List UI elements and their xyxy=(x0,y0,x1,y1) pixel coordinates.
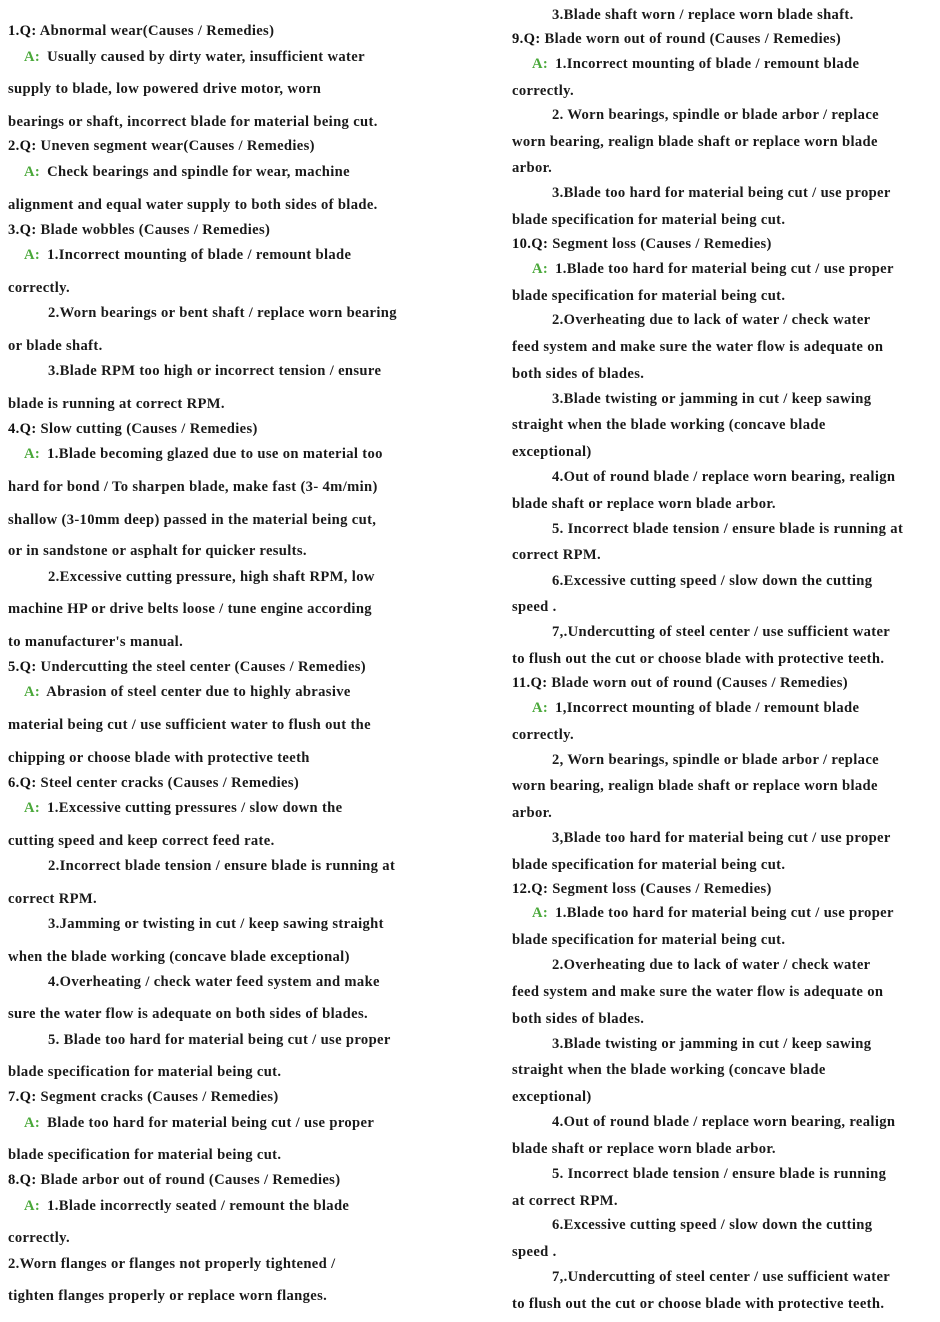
question-text: Segment loss (Causes / Remedies) xyxy=(548,236,772,252)
text-line: 2.Overheating due to lack of water / check water xyxy=(552,957,871,973)
text-line: feed system and make sure the water flow is adequate on xyxy=(512,984,884,1000)
answer-line xyxy=(532,260,894,278)
text-line: straight when the blade working (concave blade xyxy=(512,1062,826,1078)
text-line: blade specification for material being cut. xyxy=(512,288,786,304)
question-text: Blade worn out of round (Causes / Remedies) xyxy=(547,675,848,691)
question-heading xyxy=(512,30,841,48)
text-line: blade specification for material being cut. xyxy=(512,212,786,228)
text-line: 3.Blade too hard for material being cut / use proper xyxy=(552,185,891,201)
text-line: correctly. xyxy=(8,280,70,296)
answer-line xyxy=(532,904,894,922)
text-line: 2.Excessive cutting pressure, high shaft RPM, low xyxy=(48,569,375,585)
question-text: Undercutting the steel center (Causes / Remedies) xyxy=(36,659,367,675)
answer-text: 1.Blade becoming glazed due to use on material too xyxy=(43,446,383,462)
answer-text: Blade too hard for material being cut / use proper xyxy=(43,1115,375,1131)
question-number: 3.Q: xyxy=(8,222,37,238)
text-line: or in sandstone or asphalt for quicker results. xyxy=(8,543,307,559)
question-heading xyxy=(8,1088,279,1106)
question-heading xyxy=(8,22,274,40)
text-line: 3.Jamming or twisting in cut / keep sawing straight xyxy=(48,916,384,932)
question-heading xyxy=(8,137,315,155)
text-line: 4.Out of round blade / replace worn bearing, realign xyxy=(552,1114,896,1130)
text-line: 5. Incorrect blade tension / ensure blade is running xyxy=(552,1166,887,1182)
answer-label: A: xyxy=(532,56,549,72)
text-line: arbor. xyxy=(512,805,553,821)
text-line: both sides of blades. xyxy=(512,366,645,382)
answer-line xyxy=(24,1197,349,1215)
answer-label: A: xyxy=(24,1198,41,1214)
answer-text: Abrasion of steel center due to highly abrasive xyxy=(43,684,351,700)
question-number: 12.Q: xyxy=(512,881,549,897)
answer-label: A: xyxy=(24,49,41,65)
question-heading xyxy=(512,674,848,692)
question-number: 8.Q: xyxy=(8,1172,37,1188)
answer-label: A: xyxy=(532,261,549,277)
text-line: 4.Overheating / check water feed system and make xyxy=(48,974,380,990)
text-line: when the blade working (concave blade exceptional) xyxy=(8,949,350,965)
text-line: 5. Incorrect blade tension / ensure blade is running at xyxy=(552,521,904,537)
answer-label: A: xyxy=(24,446,41,462)
question-number: 11.Q: xyxy=(512,675,548,691)
text-line: 2.Worn flanges or flanges not properly tightened / xyxy=(8,1256,336,1272)
answer-line xyxy=(24,163,350,181)
text-line: machine HP or drive belts loose / tune engine according xyxy=(8,601,372,617)
answer-text: 1.Incorrect mounting of blade / remount blade xyxy=(43,247,352,263)
text-line: straight when the blade working (concave blade xyxy=(512,417,826,433)
answer-line xyxy=(532,699,859,717)
answer-line xyxy=(24,1114,374,1132)
question-number: 1.Q: xyxy=(8,23,37,39)
question-heading xyxy=(512,880,772,898)
text-line: blade is running at correct RPM. xyxy=(8,396,225,412)
text-line: 3.Blade shaft worn / replace worn blade shaft. xyxy=(552,7,854,23)
text-line: 2.Overheating due to lack of water / check water xyxy=(552,312,871,328)
text-line: 2.Worn bearings or bent shaft / replace worn bearing xyxy=(48,305,397,321)
text-line: correct RPM. xyxy=(8,891,98,907)
question-text: Segment loss (Causes / Remedies) xyxy=(548,881,772,897)
answer-text: 1.Excessive cutting pressures / slow down the xyxy=(43,800,343,816)
text-line: material being cut / use sufficient water to flush out the xyxy=(8,717,371,733)
text-line: to manufacturer's manual. xyxy=(8,634,184,650)
question-number: 7.Q: xyxy=(8,1089,37,1105)
answer-line xyxy=(24,246,351,264)
text-line: hard for bond / To sharpen blade, make fast (3- 4m/min) xyxy=(8,479,378,495)
text-line: chipping or choose blade with protective teeth xyxy=(8,750,310,766)
answer-line xyxy=(24,48,365,66)
text-line: sure the water flow is adequate on both sides of blades. xyxy=(8,1006,369,1022)
text-line: 7,.Undercutting of steel center / use sufficient water xyxy=(552,1269,891,1285)
answer-label: A: xyxy=(532,905,549,921)
text-line: arbor. xyxy=(512,160,553,176)
answer-label: A: xyxy=(24,684,41,700)
answer-text: 1,Incorrect mounting of blade / remount blade xyxy=(551,700,860,716)
answer-line xyxy=(24,683,351,701)
question-number: 4.Q: xyxy=(8,421,37,437)
text-line: 2. Worn bearings, spindle or blade arbor / replace xyxy=(552,107,879,123)
text-line: shallow (3-10mm deep) passed in the material being cut, xyxy=(8,512,377,528)
text-line: or blade shaft. xyxy=(8,338,103,354)
text-line: blade shaft or replace worn blade arbor. xyxy=(512,496,776,512)
text-line: to flush out the cut or choose blade with protective teeth. xyxy=(512,651,885,667)
question-heading xyxy=(8,1171,340,1189)
text-line: to flush out the cut or choose blade with protective teeth. xyxy=(512,1296,885,1312)
text-line: exceptional) xyxy=(512,1089,592,1105)
text-line: feed system and make sure the water flow is adequate on xyxy=(512,339,884,355)
text-line: blade specification for material being cut. xyxy=(8,1147,282,1163)
question-text: Slow cutting (Causes / Remedies) xyxy=(36,421,258,437)
answer-label: A: xyxy=(532,700,549,716)
question-text: Segment cracks (Causes / Remedies) xyxy=(36,1089,279,1105)
question-text: Steel center cracks (Causes / Remedies) xyxy=(36,775,300,791)
text-line: 2.Incorrect blade tension / ensure blade is running at xyxy=(48,858,396,874)
text-line: exceptional) xyxy=(512,444,592,460)
text-line: tighten flanges properly or replace worn flanges. xyxy=(8,1288,328,1304)
answer-label: A: xyxy=(24,164,41,180)
text-line: worn bearing, realign blade shaft or replace worn blade xyxy=(512,778,878,794)
text-line: blade specification for material being cut. xyxy=(512,857,786,873)
text-line: 6.Excessive cutting speed / slow down the cutting xyxy=(552,573,873,589)
question-number: 6.Q: xyxy=(8,775,37,791)
answer-line xyxy=(532,55,859,73)
text-line: at correct RPM. xyxy=(512,1193,618,1209)
text-line: bearings or shaft, incorrect blade for material being cut. xyxy=(8,114,378,130)
text-line: 2, Worn bearings, spindle or blade arbor / replace xyxy=(552,752,879,768)
text-line: speed . xyxy=(512,599,557,615)
question-heading xyxy=(512,235,772,253)
question-number: 9.Q: xyxy=(512,31,541,47)
text-line: 3.Blade twisting or jamming in cut / keep sawing xyxy=(552,391,872,407)
question-heading xyxy=(8,221,270,239)
text-line: speed . xyxy=(512,1244,557,1260)
question-text: Uneven segment wear(Causes / Remedies) xyxy=(36,138,315,154)
answer-text: 1.Blade too hard for material being cut / use proper xyxy=(551,905,894,921)
text-line: both sides of blades. xyxy=(512,1011,645,1027)
answer-line xyxy=(24,799,342,817)
answer-line xyxy=(24,445,383,463)
question-number: 2.Q: xyxy=(8,138,37,154)
question-heading xyxy=(8,774,299,792)
text-line: blade specification for material being cut. xyxy=(512,932,786,948)
answer-text: 1.Incorrect mounting of blade / remount blade xyxy=(551,56,860,72)
text-line: 6.Excessive cutting speed / slow down the cutting xyxy=(552,1217,873,1233)
answer-label: A: xyxy=(24,800,41,816)
answer-label: A: xyxy=(24,1115,41,1131)
text-line: alignment and equal water supply to both sides of blade. xyxy=(8,197,378,213)
text-line: worn bearing, realign blade shaft or replace worn blade xyxy=(512,134,878,150)
question-heading xyxy=(8,420,258,438)
text-line: 7,.Undercutting of steel center / use sufficient water xyxy=(552,624,891,640)
text-line: correct RPM. xyxy=(512,547,602,563)
answer-text: 1.Blade incorrectly seated / remount the blade xyxy=(43,1198,350,1214)
text-line: supply to blade, low powered drive motor, worn xyxy=(8,81,322,97)
text-line: 3,Blade too hard for material being cut / use proper xyxy=(552,830,891,846)
text-line: cutting speed and keep correct feed rate. xyxy=(8,833,275,849)
text-line: blade shaft or replace worn blade arbor. xyxy=(512,1141,776,1157)
text-line: 4.Out of round blade / replace worn bearing, realign xyxy=(552,469,896,485)
text-line: 5. Blade too hard for material being cut / use proper xyxy=(48,1032,391,1048)
text-line: 3.Blade RPM too high or incorrect tension / ensure xyxy=(48,363,382,379)
text-line: blade specification for material being cut. xyxy=(8,1064,282,1080)
question-text: Blade arbor out of round (Causes / Remedies) xyxy=(36,1172,341,1188)
text-line: correctly. xyxy=(512,727,574,743)
question-number: 5.Q: xyxy=(8,659,37,675)
question-heading xyxy=(8,658,366,676)
text-line: correctly. xyxy=(8,1230,70,1246)
question-text: Blade wobbles (Causes / Remedies) xyxy=(36,222,271,238)
text-line: 3.Blade twisting or jamming in cut / keep sawing xyxy=(552,1036,872,1052)
answer-text: Usually caused by dirty water, insufficient water xyxy=(43,49,365,65)
question-number: 10.Q: xyxy=(512,236,549,252)
answer-label: A: xyxy=(24,247,41,263)
text-line: correctly. xyxy=(512,83,574,99)
answer-text: 1.Blade too hard for material being cut / use proper xyxy=(551,261,894,277)
question-text: Abnormal wear(Causes / Remedies) xyxy=(36,23,275,39)
question-text: Blade worn out of round (Causes / Remedies) xyxy=(540,31,842,47)
answer-text: Check bearings and spindle for wear, machine xyxy=(43,164,350,180)
